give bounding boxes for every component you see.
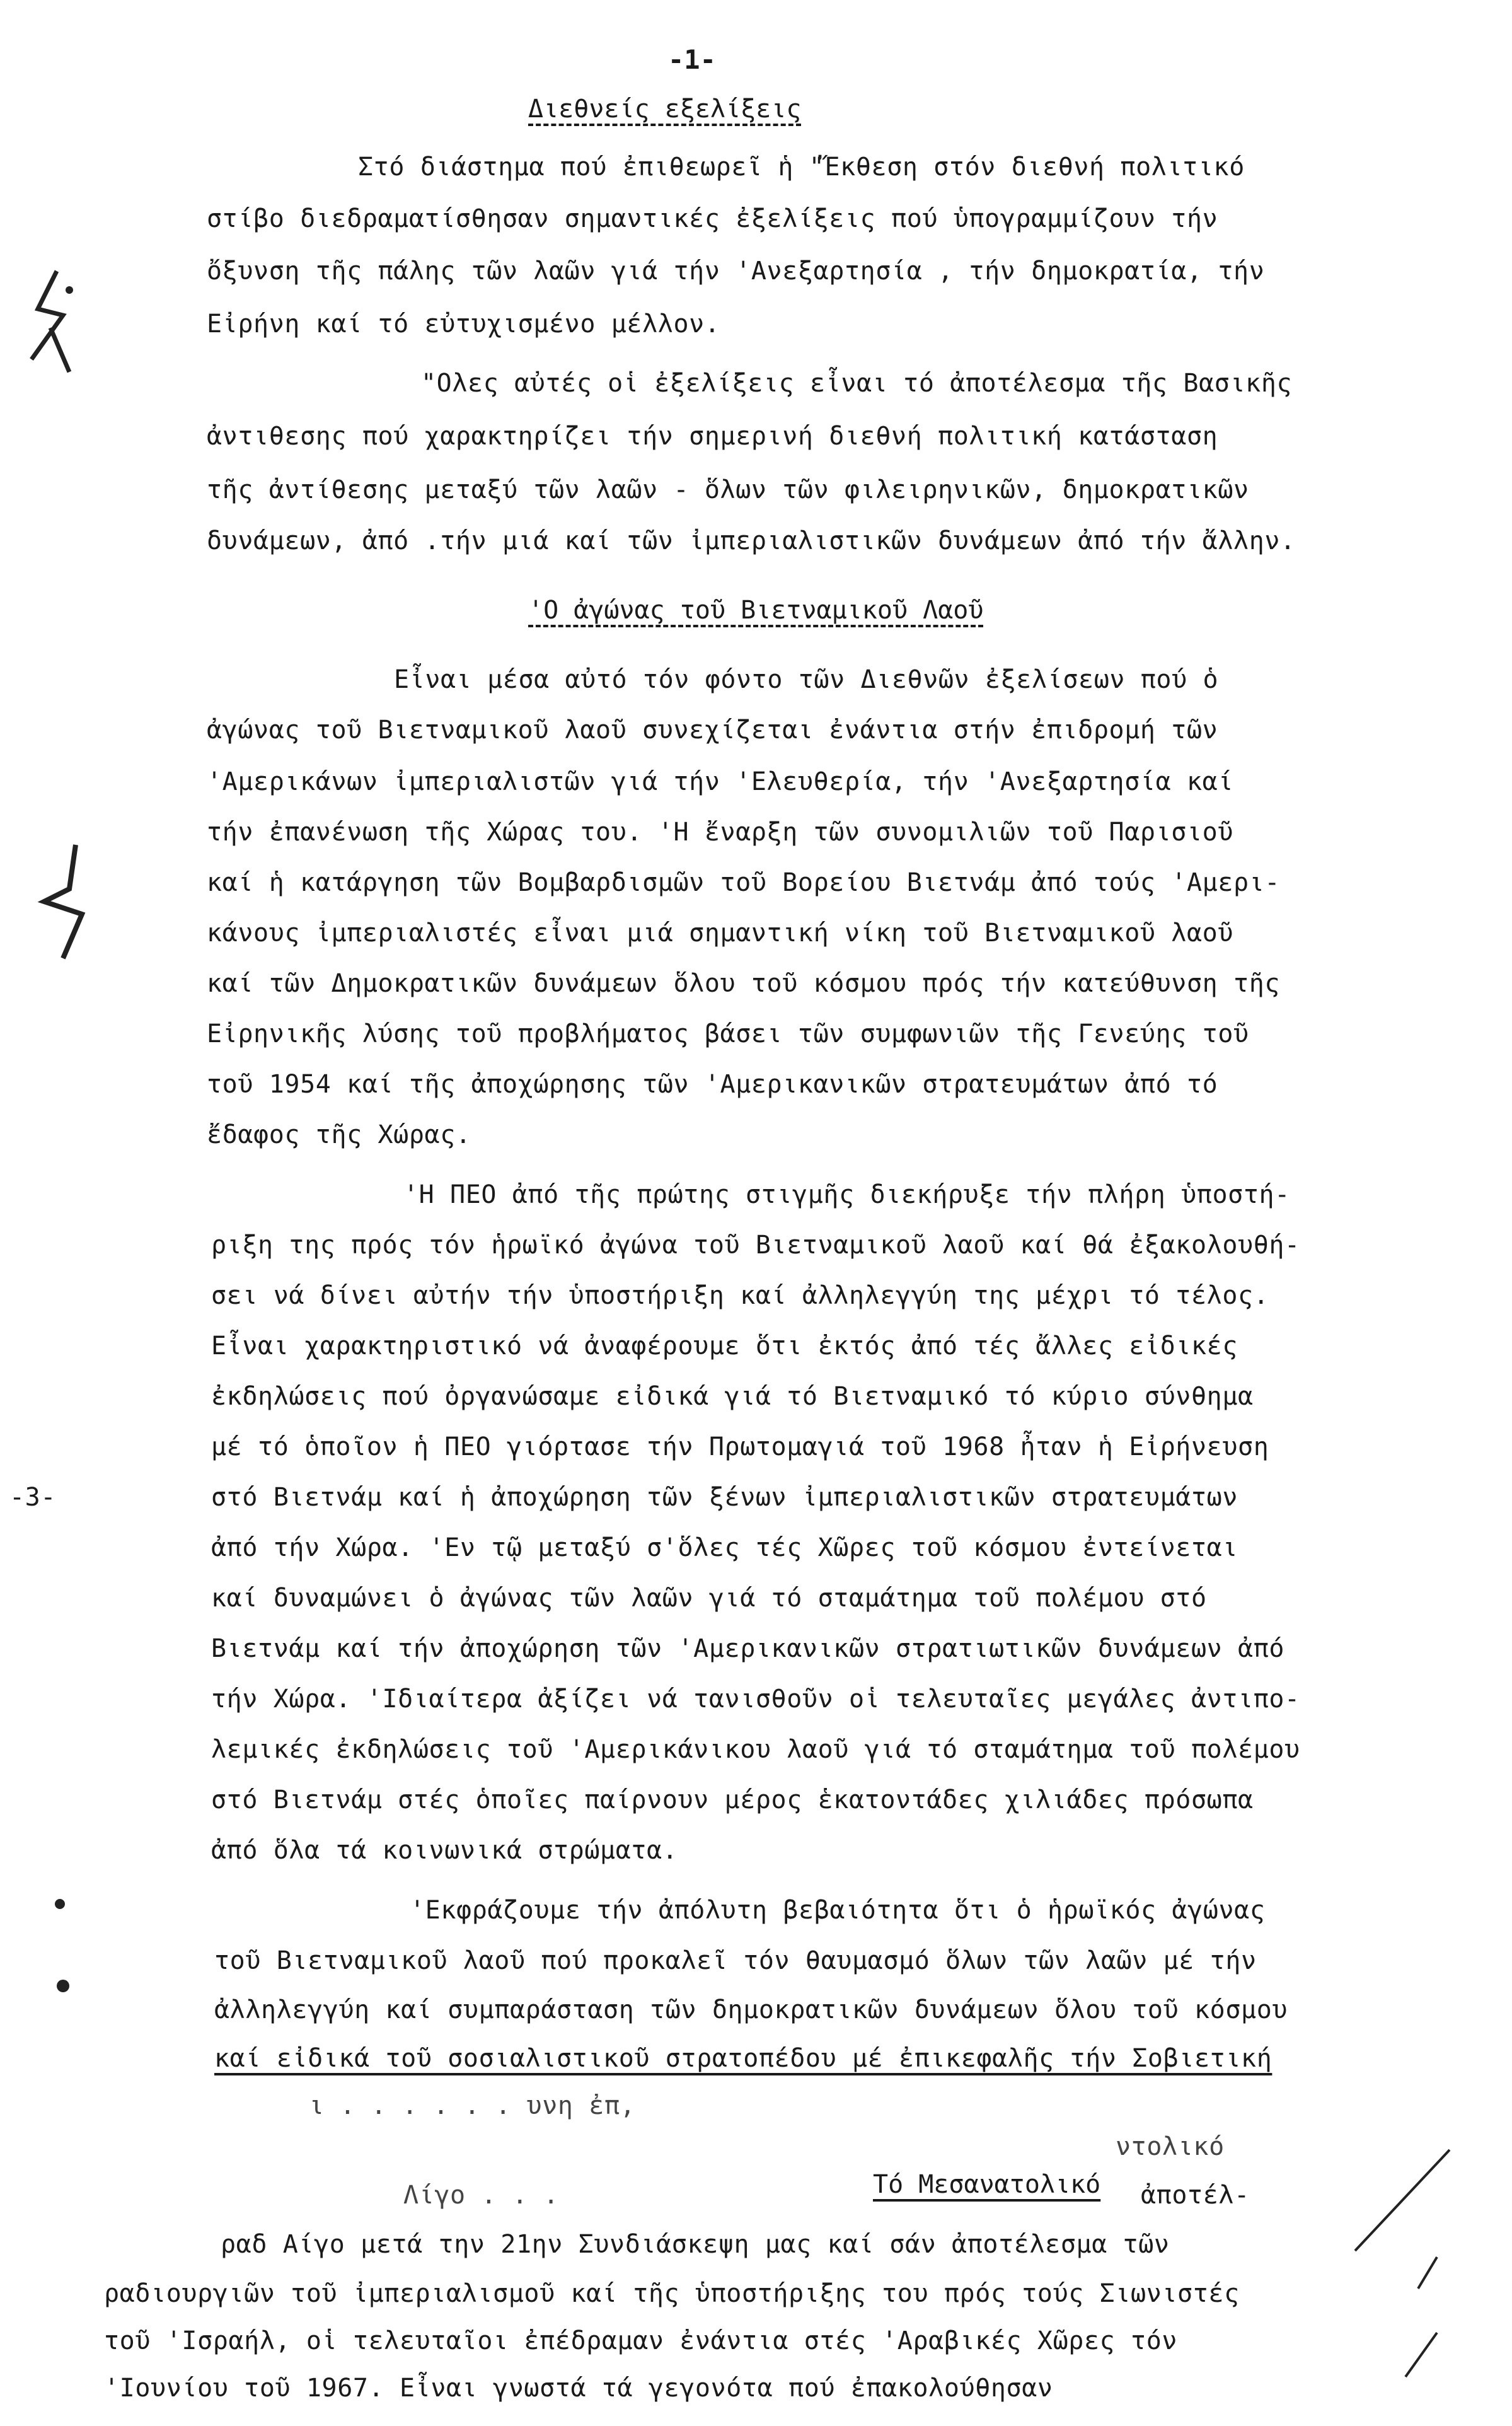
text-line: καί ἡ κατάργηση τῶν Βομβαρδισμῶν τοῦ Βορείου Βιετνάμ ἀπό τούς 'Αμερι- [207,868,1281,897]
margin-scribble [25,839,95,965]
text-line: στίβο διεδραματίσθησαν σημαντικές ἐξελίξεις πού ὑπογραμμίζουν τήν [207,204,1218,233]
text-line: 'Η ΠΕΟ ἀπό τῆς πρώτης στιγμῆς διεκήρυξε τήν πλήρη ὑποστή- [403,1180,1290,1209]
text-line: ραδ Αίγο μετά την 21ην Συνδιάσκεψη μας καί σάν ἀποτέλεσμα τῶν [221,2230,1170,2259]
text-line: σει νά δίνει αὐτήν τήν ὑποστήριξη καί ἀλληλεγγύη της μέχρι τό τέλος. [211,1281,1269,1310]
text-line: τοῦ 'Ισραήλ, οἱ τελευταῖοι ἐπέδραμαν ἐνάντια στές 'Αραβικές Χῶρες τόν [104,2326,1178,2355]
text-line: ἀγώνας τοῦ Βιετναμικοῦ λαοῦ συνεχίζεται ἐνάντια στήν ἐπιδρομή τῶν [207,716,1218,745]
margin-dots [44,1891,82,2005]
text-line: ραδιουργιῶν τοῦ ἰμπεριαλισμοῦ καί τῆς ὑποστήριξης του πρός τούς Σιωνιστές [104,2279,1240,2308]
text-line: Βιετνάμ καί τήν ἀποχώρηση τῶν 'Αμερικανικῶν στρατιωτικῶν δυνάμεων ἀπό [211,1634,1285,1663]
text-line: τήν Χώρα. 'Ιδιαίτερα ἀξίζει νά τανισθοῦν οἱ τελευταῖες μεγάλες ἀντιπο- [211,1685,1300,1714]
text-line: Εἶναι μέσα αὐτό τόν φόντο τῶν Διεθνῶν ἐξελίσεων πού ὁ [394,665,1219,694]
text-line: 'Ιουνίου τοῦ 1967. Εἶναι γνωστά τά γεγονότα πού ἐπακολούθησαν [104,2374,1053,2403]
heading-middle-east: Τό Μεσανατολικό [873,2170,1101,2199]
text-line: καί δυναμώνει ὁ ἀγώνας τῶν λαῶν γιά τό σταμάτημα τοῦ πολέμου στό [211,1584,1207,1613]
text-line: τῆς ἀντίθεσης μεταξύ τῶν λαῶν - ὅλων τῶν φιλειρηνικῶν, δημοκρατικῶν [207,475,1249,504]
text-line: καί τῶν Δημοκρατικῶν δυνάμεων ὅλου τοῦ κόσμου πρός τήν κατεύθυνση τῆς [207,969,1281,998]
text-line: ἀπό ὅλα τά κοινωνικά στρώματα. [211,1836,678,1865]
heading-international-developments: Διεθνείς εξελίξεις [528,95,802,124]
margin-scribble [13,265,82,385]
text-line: ριξη της πρός τόν ἡρωϊκό ἀγώνα τοῦ Βιετναμικοῦ λαοῦ καί θά ἐξακολουθή- [211,1231,1300,1260]
text-line: Εἰρηνικῆς λύσης τοῦ προβλήματος βάσει τῶν συμφωνιῶν τῆς Γενεύης τοῦ [207,1019,1249,1048]
text-line: ἀπό τήν Χώρα. 'Εν τῷ μεταξύ σ'ὅλες τές Χῶρες τοῦ κόσμου ἐντείνεται [211,1533,1238,1562]
text-line: τοῦ Βιετναμικοῦ λαοῦ πού προκαλεῖ τόν θαυμασμό ὅλων τῶν λαῶν μέ τήν [214,1946,1257,1975]
faded-fragment: Λίγο . . . [403,2181,559,2210]
text-line: τήν ἐπανένωση τῆς Χώρας του. 'Η ἔναρξη τῶν συνομιλιῶν τοῦ Παρισιοῦ [207,818,1234,847]
text-line: ἐκδηλώσεις πού ὀργανώσαμε εἰδικά γιά τό Βιετναμικό τό κύριο σύνθημα [211,1382,1254,1411]
text-fragment: ἀποτέλ- [1141,2181,1250,2210]
text-line: μέ τό ὁποῖον ἡ ΠΕΟ γιόρτασε τήν Πρωτομαγιά τοῦ 1968 ἦταν ἡ Εἰρήνευση [211,1432,1269,1461]
text-line: Στό διάστημα πού ἐπιθεωρεῖ ἡ "Ἔκθεση στόν διεθνή πολιτικό [358,153,1245,182]
text-line: ὄξυνση τῆς πάλης τῶν λαῶν γιά τήν 'Ανεξαρτησία , τήν δημοκρατία, τήν [207,257,1265,286]
text-line: 'Εκφράζουμε τήν ἀπόλυτη βεβαιότητα ὅτι ὁ ἡρωϊκός ἀγώνας [410,1896,1266,1925]
text-line: ἀντιθεσης πού χαρακτηρίζει τήν σημερινή διεθνή πολιτική κατάσταση [207,422,1218,451]
text-line: δυνάμεων, ἀπό .τήν μιά καί τῶν ἰμπεριαλιστικῶν δυνάμεων ἀπό τήν ἄλλην. [207,526,1296,555]
text-line: καί εἰδικά τοῦ σοσιαλιστικοῦ στρατοπέδου μέ ἐπικεφαλῆς τήν Σοβιετική [214,2044,1273,2073]
text-line: στό Βιετνάμ καί ἡ ἀποχώρηση τῶν ξένων ἰμπεριαλιστικῶν στρατευμάτων [211,1483,1238,1512]
text-line: κάνους ἰμπεριαλιστές εἶναι μιά σημαντική νίκη τοῦ Βιετναμικοῦ λαοῦ [207,919,1234,948]
text-line: στό Βιετνάμ στές ὁποῖες παίρνουν μέρος ἑκατοντάδες χιλιάδες πρόσωπα [211,1785,1254,1814]
faded-fragment: ντολικό [1116,2132,1225,2161]
text-line: 'Αμερικάνων ἰμπεριαλιστῶν γιά τήν 'Ελευθερία, τήν 'Ανεξαρτησία καί [207,767,1234,796]
text-line: τοῦ 1954 καί τῆς ἀποχώρησης τῶν 'Αμερικανικῶν στρατευμάτων ἀπό τό [207,1070,1218,1099]
page-number: -1- [668,44,716,75]
text-line: ἔδαφος τῆς Χώρας. [207,1120,471,1149]
text-line: Εἰρήνη καί τό εὐτυχισμένο μέλλον. [207,310,720,339]
text-line: λεμικές ἐκδηλώσεις τοῦ 'Αμερικάνικου λαοῦ γιά τό σταμάτημα τοῦ πολέμου [211,1735,1300,1764]
scan-slash-marks [1342,2144,1456,2383]
text-line: ἀλληλεγγύη καί συμπαράσταση τῶν δημοκρατικῶν δυνάμεων ὅλου τοῦ κόσμου [214,1995,1288,2024]
heading-vietnamese-struggle: 'Ο ἀγώνας τοῦ Βιετναμικοῦ Λαοῦ [528,596,984,625]
margin-mark: -3- [9,1483,57,1512]
faded-fragment: ι . . . . . . υνη ἐπ, [309,2091,636,2120]
text-line: "Ολες αὐτές οἱ ἐξελίξεις εἶναι τό ἀποτέλεσμα τῆς Βασικῆς [421,369,1293,398]
text-line: Εἶναι χαρακτηριστικό νά ἀναφέρουμε ὅτι ἐκτός ἀπό τές ἄλλες εἰδικές [211,1332,1238,1361]
